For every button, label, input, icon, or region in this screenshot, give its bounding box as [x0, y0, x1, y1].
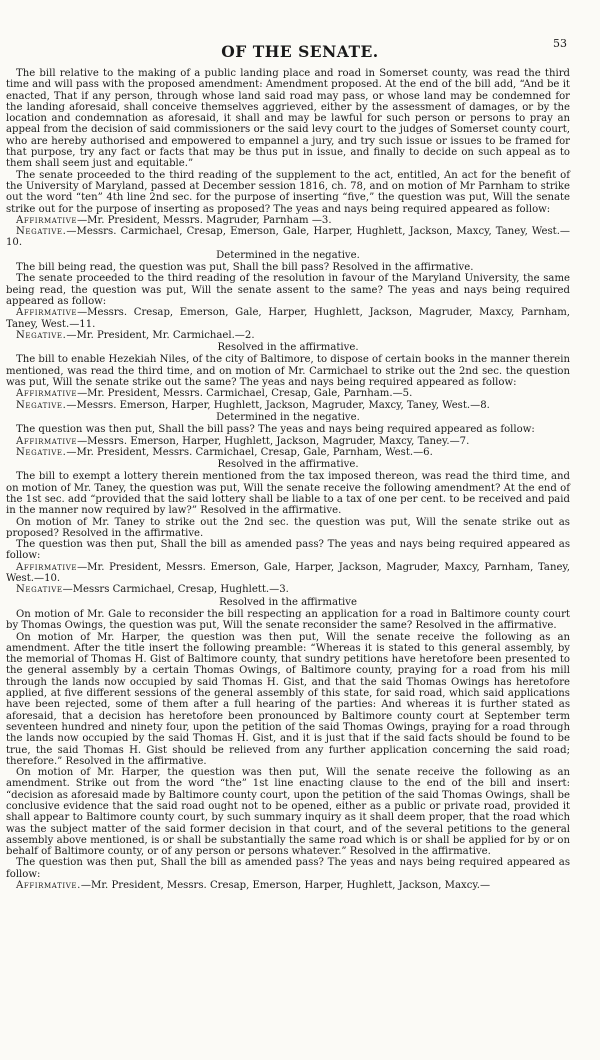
paragraph-text: Resolved in the affirmative	[219, 596, 357, 608]
paragraph-text: —Messrs. Emerson, Harper, Hughlett, Jackson, Magruder, Maxcy, Taney.—7.	[77, 435, 470, 447]
paragraph-text: —Mr. President, Messrs. Carmichael, Cresap, Gale, Parnham, West.—6.	[66, 446, 433, 458]
paragraph-text: —Mr. President, Mr. Carmichael.—2.	[66, 329, 255, 341]
paragraph-text: —Messrs Carmichael, Cresap, Hughlett.—3.	[62, 584, 289, 596]
paragraph-text: Resolved in the affirmative.	[217, 459, 359, 471]
page-title: OF THE SENATE.	[221, 42, 379, 61]
vote-label: Negative	[16, 584, 63, 596]
paragraph-text: On motion of Mr. Harper, the question was then put, Will the senate receive the following as an amendment. After the title insert the following preamble: “Whereas it is stated to this general assembly, by the memorial of Thomas H. Gist of Baltimore county, that sundry petitions have heretofore been presented to the general assembly by a certain Thomas Owings, of Baltimore county, praying for a road from his mill through the lands now occupied by said Thomas H. Gist, and that the said Thomas Owings has heretofore applied, at five different sessions of the general assembly of this state, for said road, which said applications have been rejected, some of them after a full hearing of the parties: And whereas it is further stated as aforesaid, that a decision has heretofore been pronounced by Baltimore county court at September term seventeen hundred and ninety four, upon the petition of the said Thomas Owings, praying for a road through the lands now occupied by the said Thomas H. Gist, and it is just that if the said facts should be found to be true, the said Thomas H. Gist should be relieved from any further application concerning the said road; therefore.” Resolved in the affirmative.	[6, 631, 570, 767]
vote-record	[6, 215, 570, 226]
paragraph-text: On motion of Mr. Taney to strike out the 2nd sec. the question was put, Will the senate strike out as proposed? Resolved in the affirmative.	[6, 516, 570, 539]
paragraph-text: —Mr. President, Messrs. Emerson, Gale, Harper, Jackson, Magruder, Maxcy, Parnham, Taney, West.—10.	[6, 561, 570, 585]
journal-paragraph	[6, 68, 570, 170]
journal-paragraph	[6, 424, 570, 435]
vote-label: Affirmative	[16, 388, 78, 400]
paragraph-text: —Mr. President, Messrs. Cresap, Emerson, Harper, Hughlett, Jackson, Maxcy.—	[80, 880, 491, 892]
paragraph-text: The question was then put, Shall the bill pass? The yeas and nays being required appeared as follow:	[16, 424, 535, 436]
journal-paragraph	[6, 539, 570, 562]
resolution-line	[6, 597, 570, 608]
paragraph-text: The question was then put, Shall the bill as amended pass? The yeas and nays being required appeared as follow:	[6, 539, 570, 562]
paragraph-text: —Messrs. Emerson, Harper, Hughlett, Jackson, Magruder, Maxcy, Taney, West.—8.	[66, 399, 490, 411]
paragraph-text: —Mr. President, Messrs. Carmichael, Cresap, Gale, Parnham.—5.	[77, 388, 413, 400]
vote-record	[6, 307, 570, 330]
vote-record	[6, 584, 570, 595]
page-number: 53	[553, 37, 567, 50]
vote-record	[6, 330, 570, 341]
journal-paragraph	[6, 767, 570, 857]
vote-label: Affirmative	[16, 435, 78, 447]
paragraph-text: Determined in the negative.	[216, 249, 360, 261]
paragraph-text: Resolved in the affirmative.	[217, 342, 359, 354]
vote-record	[6, 562, 570, 585]
journal-paragraph	[6, 609, 570, 632]
vote-label: Negative.	[16, 329, 67, 341]
vote-record	[6, 436, 570, 447]
vote-label: Affirmative.	[16, 880, 81, 892]
journal-paragraph	[6, 273, 570, 307]
resolution-line	[6, 342, 570, 353]
vote-record	[6, 226, 570, 249]
paragraph-text: The bill to exempt a lottery therein mentioned from the tax imposed thereon, was read the third time, and on motion of Mr. Taney, the question was put, Will the senate receive the following amendment? At the end of the 1st sec. add “provided that the said lottery shall be liable to a tax of one per cent. to be received and paid in the manner now required by law?” Resolved in the affirmative.	[6, 471, 570, 517]
paragraph-text: The question was then put, Shall the bill as amended pass? The yeas and nays being required appeared as follow:	[6, 857, 570, 880]
journal-paragraph	[6, 170, 570, 215]
resolution-line	[6, 412, 570, 423]
vote-label: Negative.	[16, 226, 67, 238]
journal-paragraph	[6, 517, 570, 540]
journal-paragraph	[6, 857, 570, 880]
vote-record	[6, 400, 570, 411]
journal-paragraph	[6, 262, 570, 273]
journal-body	[6, 68, 570, 891]
vote-label: Affirmative	[16, 214, 78, 226]
vote-label: Affirmative	[16, 561, 78, 573]
paragraph-text: Determined in the negative.	[216, 411, 360, 423]
paragraph-text: —Messrs. Carmichael, Cresap, Emerson, Gale, Harper, Hughlett, Jackson, Maxcy, Taney, West.—10.	[6, 226, 570, 249]
paragraph-text: On motion of Mr. Harper, the question was then put, Will the senate receive the following as an amendment. Strike out from the word “the” 1st line enacting clause to the end of the bill and insert: “decision as aforesaid made by Baltimore county court, upon the petition of the said Thomas Owings, shall be conclusive evidence that the said road ought not to be opened, either as a public or private road, provided it shall appear to Baltimore county court, by such summary inquiry as it shall deem proper, that the road which was the subject matter of the said former decision in that court, and of the several petitions to the general assembly above mentioned, is or shall be substantially the same road which is or shall be applied for by or on behalf of Baltimore county, or of any person or persons whatever.” Resolved in the affirmative.	[6, 767, 570, 858]
journal-paragraph	[6, 354, 570, 388]
paragraph-text: On motion of Mr. Gale to reconsider the bill respecting an application for a road in Baltimore county court by Thomas Owings, the question was put, Will the senate reconsider the same? Resolved in the affirmative.	[6, 608, 570, 632]
vote-record	[6, 388, 570, 399]
paragraph-text: —Messrs. Cresap, Emerson, Gale, Harper, Hughlett, Jackson, Magruder, Maxcy, Parnham, Taney, West.—11.	[6, 307, 570, 330]
resolution-line	[6, 250, 570, 261]
resolution-line	[6, 459, 570, 470]
paragraph-text: The senate proceeded to the third reading of the resolution in favour of the Maryland University, the same being read, the question was put, Will the senate assent to the same? The yeas and nays being required appeared as follow:	[6, 273, 570, 307]
vote-record	[6, 447, 570, 458]
vote-label: Negative.	[16, 446, 67, 458]
vote-label: Affirmative	[16, 307, 78, 319]
journal-paragraph	[6, 471, 570, 516]
journal-paragraph	[6, 632, 570, 768]
paragraph-text: The senate proceeded to the third reading of the supplement to the act, entitled, An act for the benefit of the University of Maryland, passed at December session 1816, ch. 78, and on motion of Mr Parnham to strike out the word “ten” 4th line 2nd sec. for the purpose of inserting “five,” the question was put, Will the senate strike out for the purpose of inserting as proposed? The yeas and nays being required appeared as follow:	[6, 169, 570, 215]
vote-label: Negative.	[16, 399, 67, 411]
paragraph-text: The bill relative to the making of a public landing place and road in Somerset county, was read the third time and will pass with the proposed amendment: Amendment proposed. At the end of the bill add, “And be it enacted, That if any person, through whose land said road may pass, or whose land may be condemned for the landing aforesaid, shall conceive themselves aggrieved, either by the assessment of damages, or by the location and condemnation as aforesaid, it shall and may be lawful for such person or persons to pray an appeal from the decision of said commissioners or the said levy court to the judges of Somerset county court, who are hereby authorised and empowered to empannel a jury, and try such issue or issues to be framed for that purpose, try any fact or facts that may be thus put in issue, and finally to decide on such appeal as to them shall seem just and equitable.”	[6, 68, 570, 170]
paragraph-text: The bill to enable Hezekiah Niles, of the city of Baltimore, to dispose of certain books in the manner therein mentioned, was read the third time, and on motion of Mr. Carmichael to strike out the 2nd sec. the question was put, Will the senate strike out the same? The yeas and nays being required appeared as follow:	[6, 354, 570, 389]
paragraph-text: The bill being read, the question was put, Shall the bill pass? Resolved in the affirmative.	[16, 262, 474, 274]
paragraph-text: —Mr. President, Messrs. Magruder, Parnham —3.	[77, 214, 332, 226]
vote-record	[6, 880, 570, 891]
